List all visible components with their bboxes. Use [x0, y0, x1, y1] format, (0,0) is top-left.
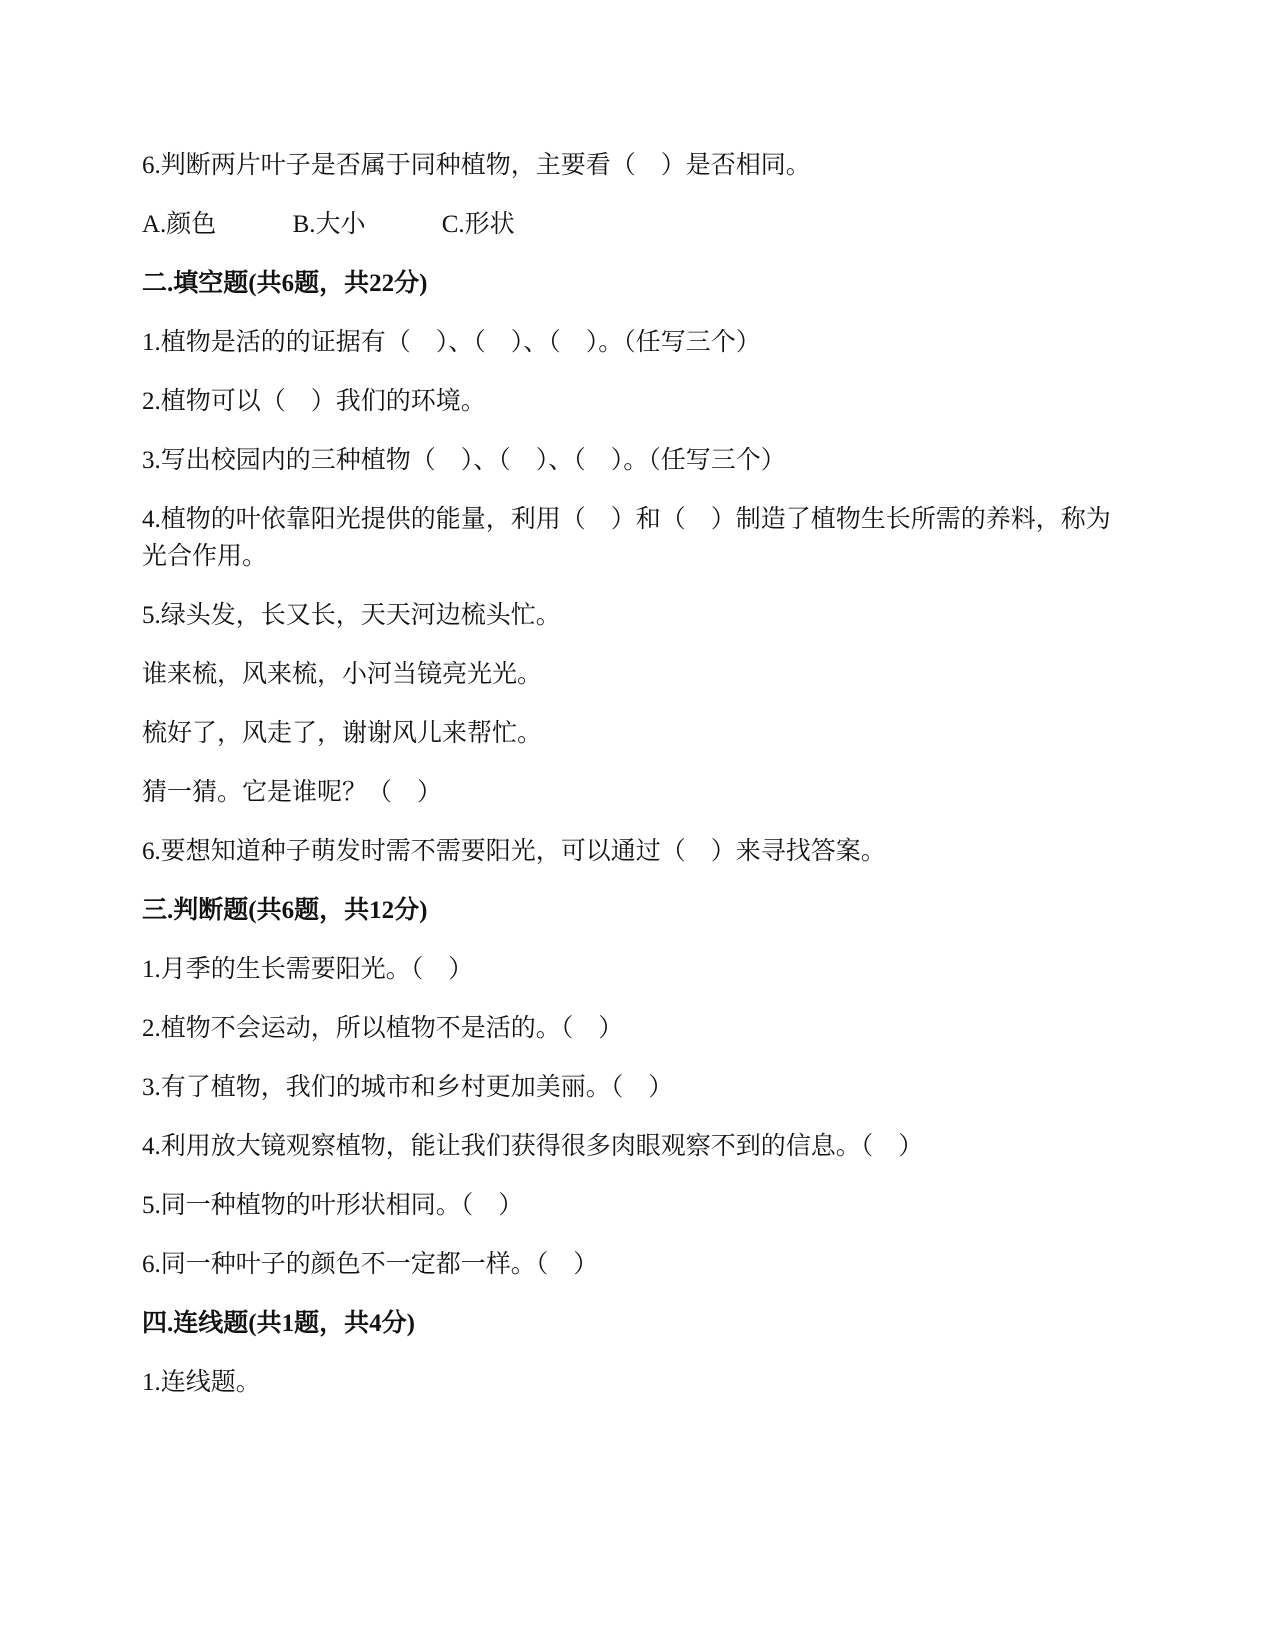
fill-in-question-5-riddle-line-2: 谁来梳，风来梳，小河当镜亮光光。 [142, 661, 543, 688]
choice-question-6: 6.判断两片叶子是否属于同种植物，主要看（ ）是否相同。 [142, 152, 811, 179]
true-false-question-1: 1.月季的生长需要阳光。（ ） [142, 956, 474, 983]
fill-in-question-5-riddle-line-3: 梳好了，风走了，谢谢风儿来帮忙。 [142, 720, 543, 747]
matching-question-1: 1.连线题。 [142, 1369, 261, 1396]
section-heading-fill-in: 二.填空题(共6题，共22分) [142, 270, 428, 297]
true-false-question-5: 5.同一种植物的叶形状相同。（ ） [142, 1192, 524, 1219]
true-false-question-2: 2.植物不会运动，所以植物不是活的。（ ） [142, 1015, 624, 1042]
choice-option-c: C.形状 [441, 211, 515, 238]
section-heading-matching: 四.连线题(共1题，共4分) [142, 1310, 415, 1337]
fill-in-question-3: 3.写出校园内的三种植物（ ）、（ ）、（ ）。（任写三个） [142, 447, 786, 474]
choice-option-a: A.颜色 [142, 211, 217, 238]
true-false-question-4: 4.利用放大镜观察植物，能让我们获得很多肉眼观察不到的信息。（ ） [142, 1133, 924, 1160]
choice-options-row [142, 206, 1134, 243]
fill-in-question-1: 1.植物是活的的证据有（ ）、（ ）、（ ）。（任写三个） [142, 329, 761, 356]
true-false-question-6: 6.同一种叶子的颜色不一定都一样。（ ） [142, 1251, 599, 1278]
fill-in-question-5-riddle-line-1: 5.绿头发，长又长，天天河边梳头忙。 [142, 602, 561, 629]
section-heading-true-false: 三.判断题(共6题，共12分) [142, 897, 428, 924]
true-false-question-3: 3.有了植物，我们的城市和乡村更加美丽。（ ） [142, 1074, 674, 1101]
fill-in-question-4: 4.植物的叶依靠阳光提供的能量，利用（ ）和（ ）制造了植物生长所需的养料，称为光合作用。 [142, 506, 1111, 570]
fill-in-question-6: 6.要想知道种子萌发时需不需要阳光，可以通过（ ）来寻找答案。 [142, 838, 886, 865]
fill-in-question-5-riddle-answer: 猜一猜。它是谁呢？（ ） [142, 779, 443, 806]
fill-in-question-2: 2.植物可以（ ）我们的环境。 [142, 388, 486, 415]
worksheet-content [142, 147, 1134, 1423]
choice-option-b: B.大小 [292, 211, 366, 238]
